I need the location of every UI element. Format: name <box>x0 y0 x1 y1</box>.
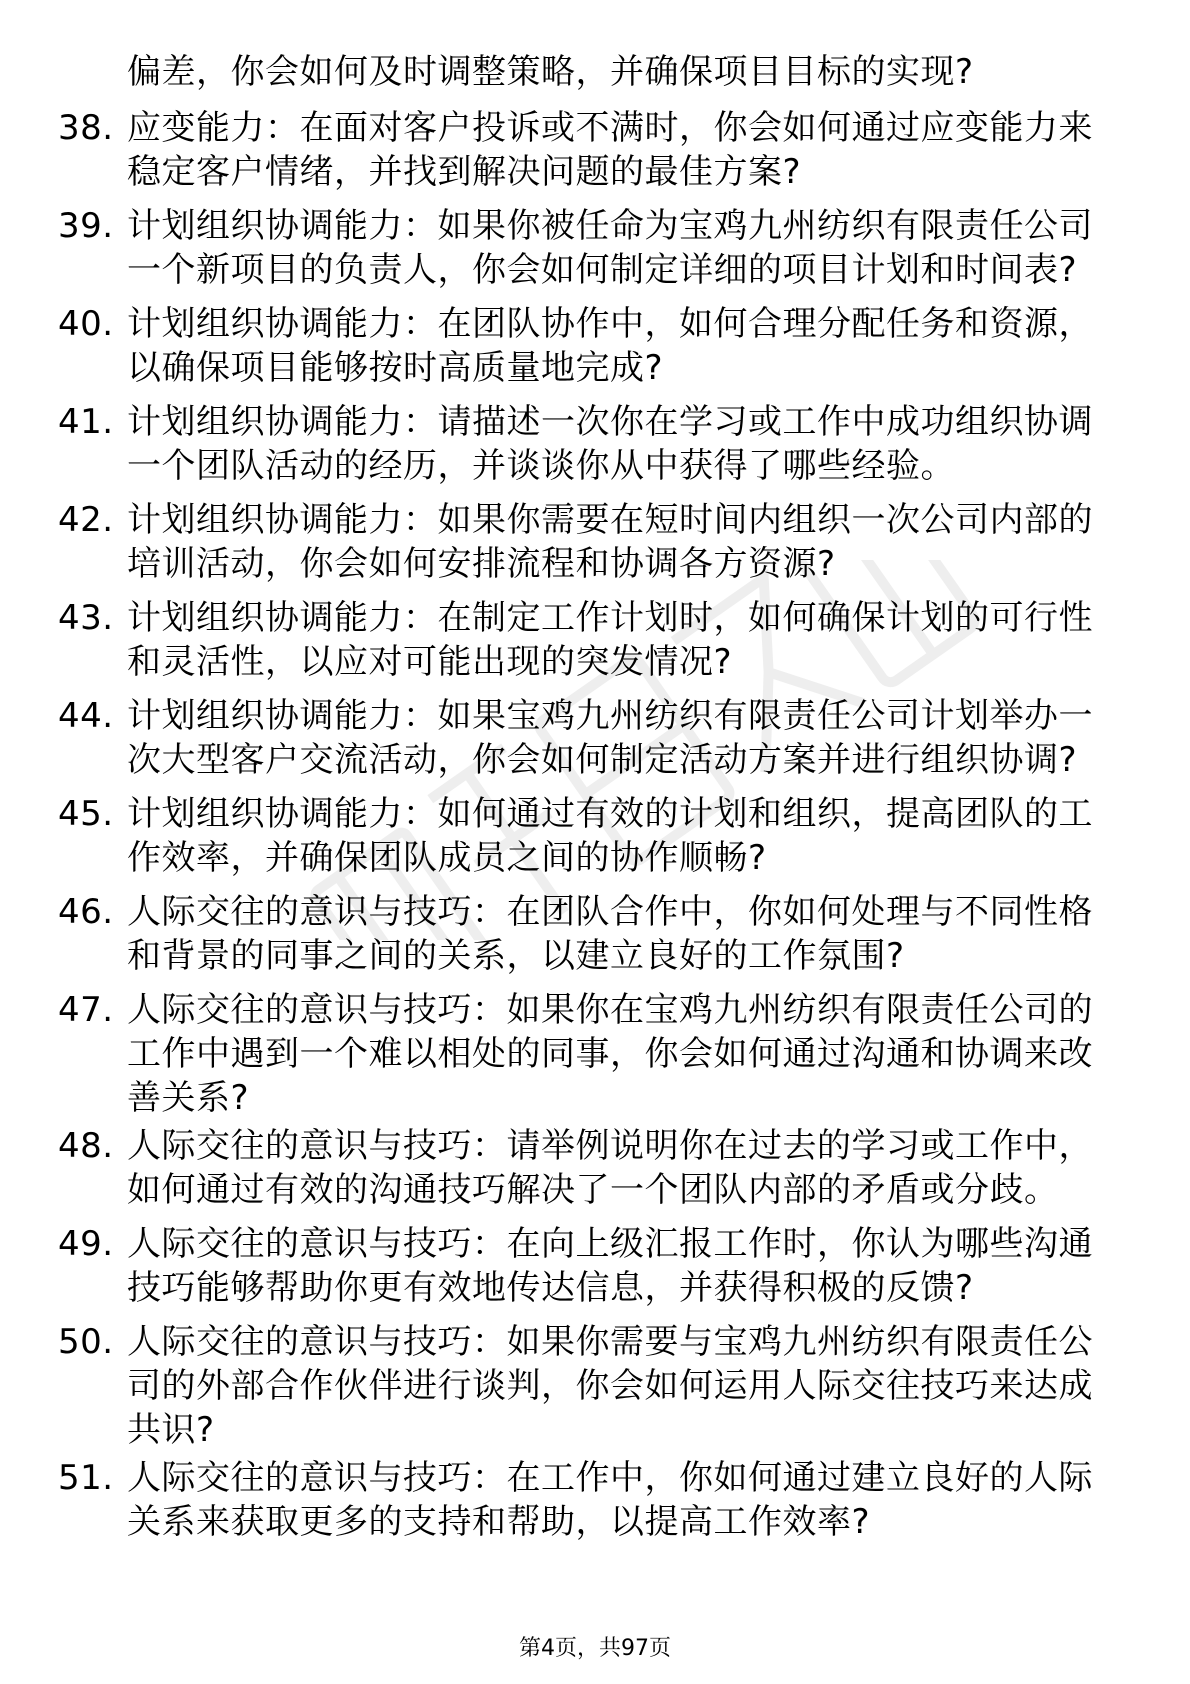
question-number: 51. <box>58 1458 114 1498</box>
question-number: 38. <box>58 108 114 148</box>
question-number: 42. <box>58 500 114 540</box>
question-item <box>58 400 1118 488</box>
question-text: 人际交往的意识与技巧：在向上级汇报工作时，你认为哪些沟通技巧能够帮助你更有效地传达信息，并获得积极的反馈? <box>127 1224 1093 1308</box>
question-item <box>58 988 1118 1120</box>
question-item <box>58 792 1118 880</box>
question-text: 计划组织协调能力：请描述一次你在学习或工作中成功组织协调一个团队活动的经历，并谈谈你从中获得了哪些经验。 <box>127 402 1093 486</box>
question-text: 人际交往的意识与技巧：在工作中，你如何通过建立良好的人际关系来获取更多的支持和帮助，以提高工作效率? <box>127 1458 1093 1542</box>
question-item <box>58 302 1118 390</box>
question-number: 45. <box>58 794 114 834</box>
question-item <box>58 1320 1118 1452</box>
question-number: 46. <box>58 892 114 932</box>
question-number: 40. <box>58 304 114 344</box>
question-text: 计划组织协调能力：如果你被任命为宝鸡九州纺织有限责任公司一个新项目的负责人，你会如何制定详细的项目计划和时间表? <box>127 206 1093 290</box>
question-item <box>58 204 1118 292</box>
question-text: 人际交往的意识与技巧：请举例说明你在过去的学习或工作中，如何通过有效的沟通技巧解决了一个团队内部的矛盾或分歧。 <box>127 1126 1093 1210</box>
question-item <box>58 1124 1118 1212</box>
question-number: 43. <box>58 598 114 638</box>
question-text: 人际交往的意识与技巧：在团队合作中，你如何处理与不同性格和背景的同事之间的关系，以建立良好的工作氛围? <box>127 892 1093 976</box>
question-text: 计划组织协调能力：在制定工作计划时，如何确保计划的可行性和灵活性，以应对可能出现的突发情况? <box>127 598 1093 682</box>
question-text: 应变能力：在面对客户投诉或不满时，你会如何通过应变能力来稳定客户情绪，并找到解决问题的最佳方案? <box>127 108 1093 192</box>
page-number-footer: 第4页，共97页 <box>519 1636 671 1661</box>
question-text: 人际交往的意识与技巧：如果你需要与宝鸡九州纺织有限责任公司的外部合作伙伴进行谈判，你会如何运用人际交往技巧来达成共识? <box>127 1322 1093 1450</box>
question-item <box>58 1222 1118 1310</box>
continuation-text: 偏差，你会如何及时调整策略，并确保项目目标的实现? <box>127 52 974 92</box>
question-number: 48. <box>58 1126 114 1166</box>
question-item <box>58 694 1118 782</box>
question-number: 39. <box>58 206 114 246</box>
question-number: 49. <box>58 1224 114 1264</box>
question-item <box>58 498 1118 586</box>
question-number: 41. <box>58 402 114 442</box>
question-number: 47. <box>58 990 114 1030</box>
question-item <box>58 890 1118 978</box>
question-text: 计划组织协调能力：在团队协作中，如何合理分配任务和资源，以确保项目能够按时高质量地完成? <box>127 304 1093 388</box>
question-text: 计划组织协调能力：如果你需要在短时间内组织一次公司内部的培训活动，你会如何安排流程和协调各方资源? <box>127 500 1093 584</box>
question-item <box>58 1456 1118 1544</box>
question-text: 计划组织协调能力：如何通过有效的计划和组织，提高团队的工作效率，并确保团队成员之间的协作顺畅? <box>127 794 1093 878</box>
question-number: 44. <box>58 696 114 736</box>
question-text: 计划组织协调能力：如果宝鸡九州纺织有限责任公司计划举办一次大型客户交流活动，你会如何制定活动方案并进行组织协调? <box>127 696 1093 780</box>
question-number: 50. <box>58 1322 114 1362</box>
question-item <box>58 596 1118 684</box>
question-text: 人际交往的意识与技巧：如果你在宝鸡九州纺织有限责任公司的工作中遇到一个难以相处的同事，你会如何通过沟通和协调来改善关系? <box>127 990 1093 1118</box>
question-item <box>58 106 1118 194</box>
